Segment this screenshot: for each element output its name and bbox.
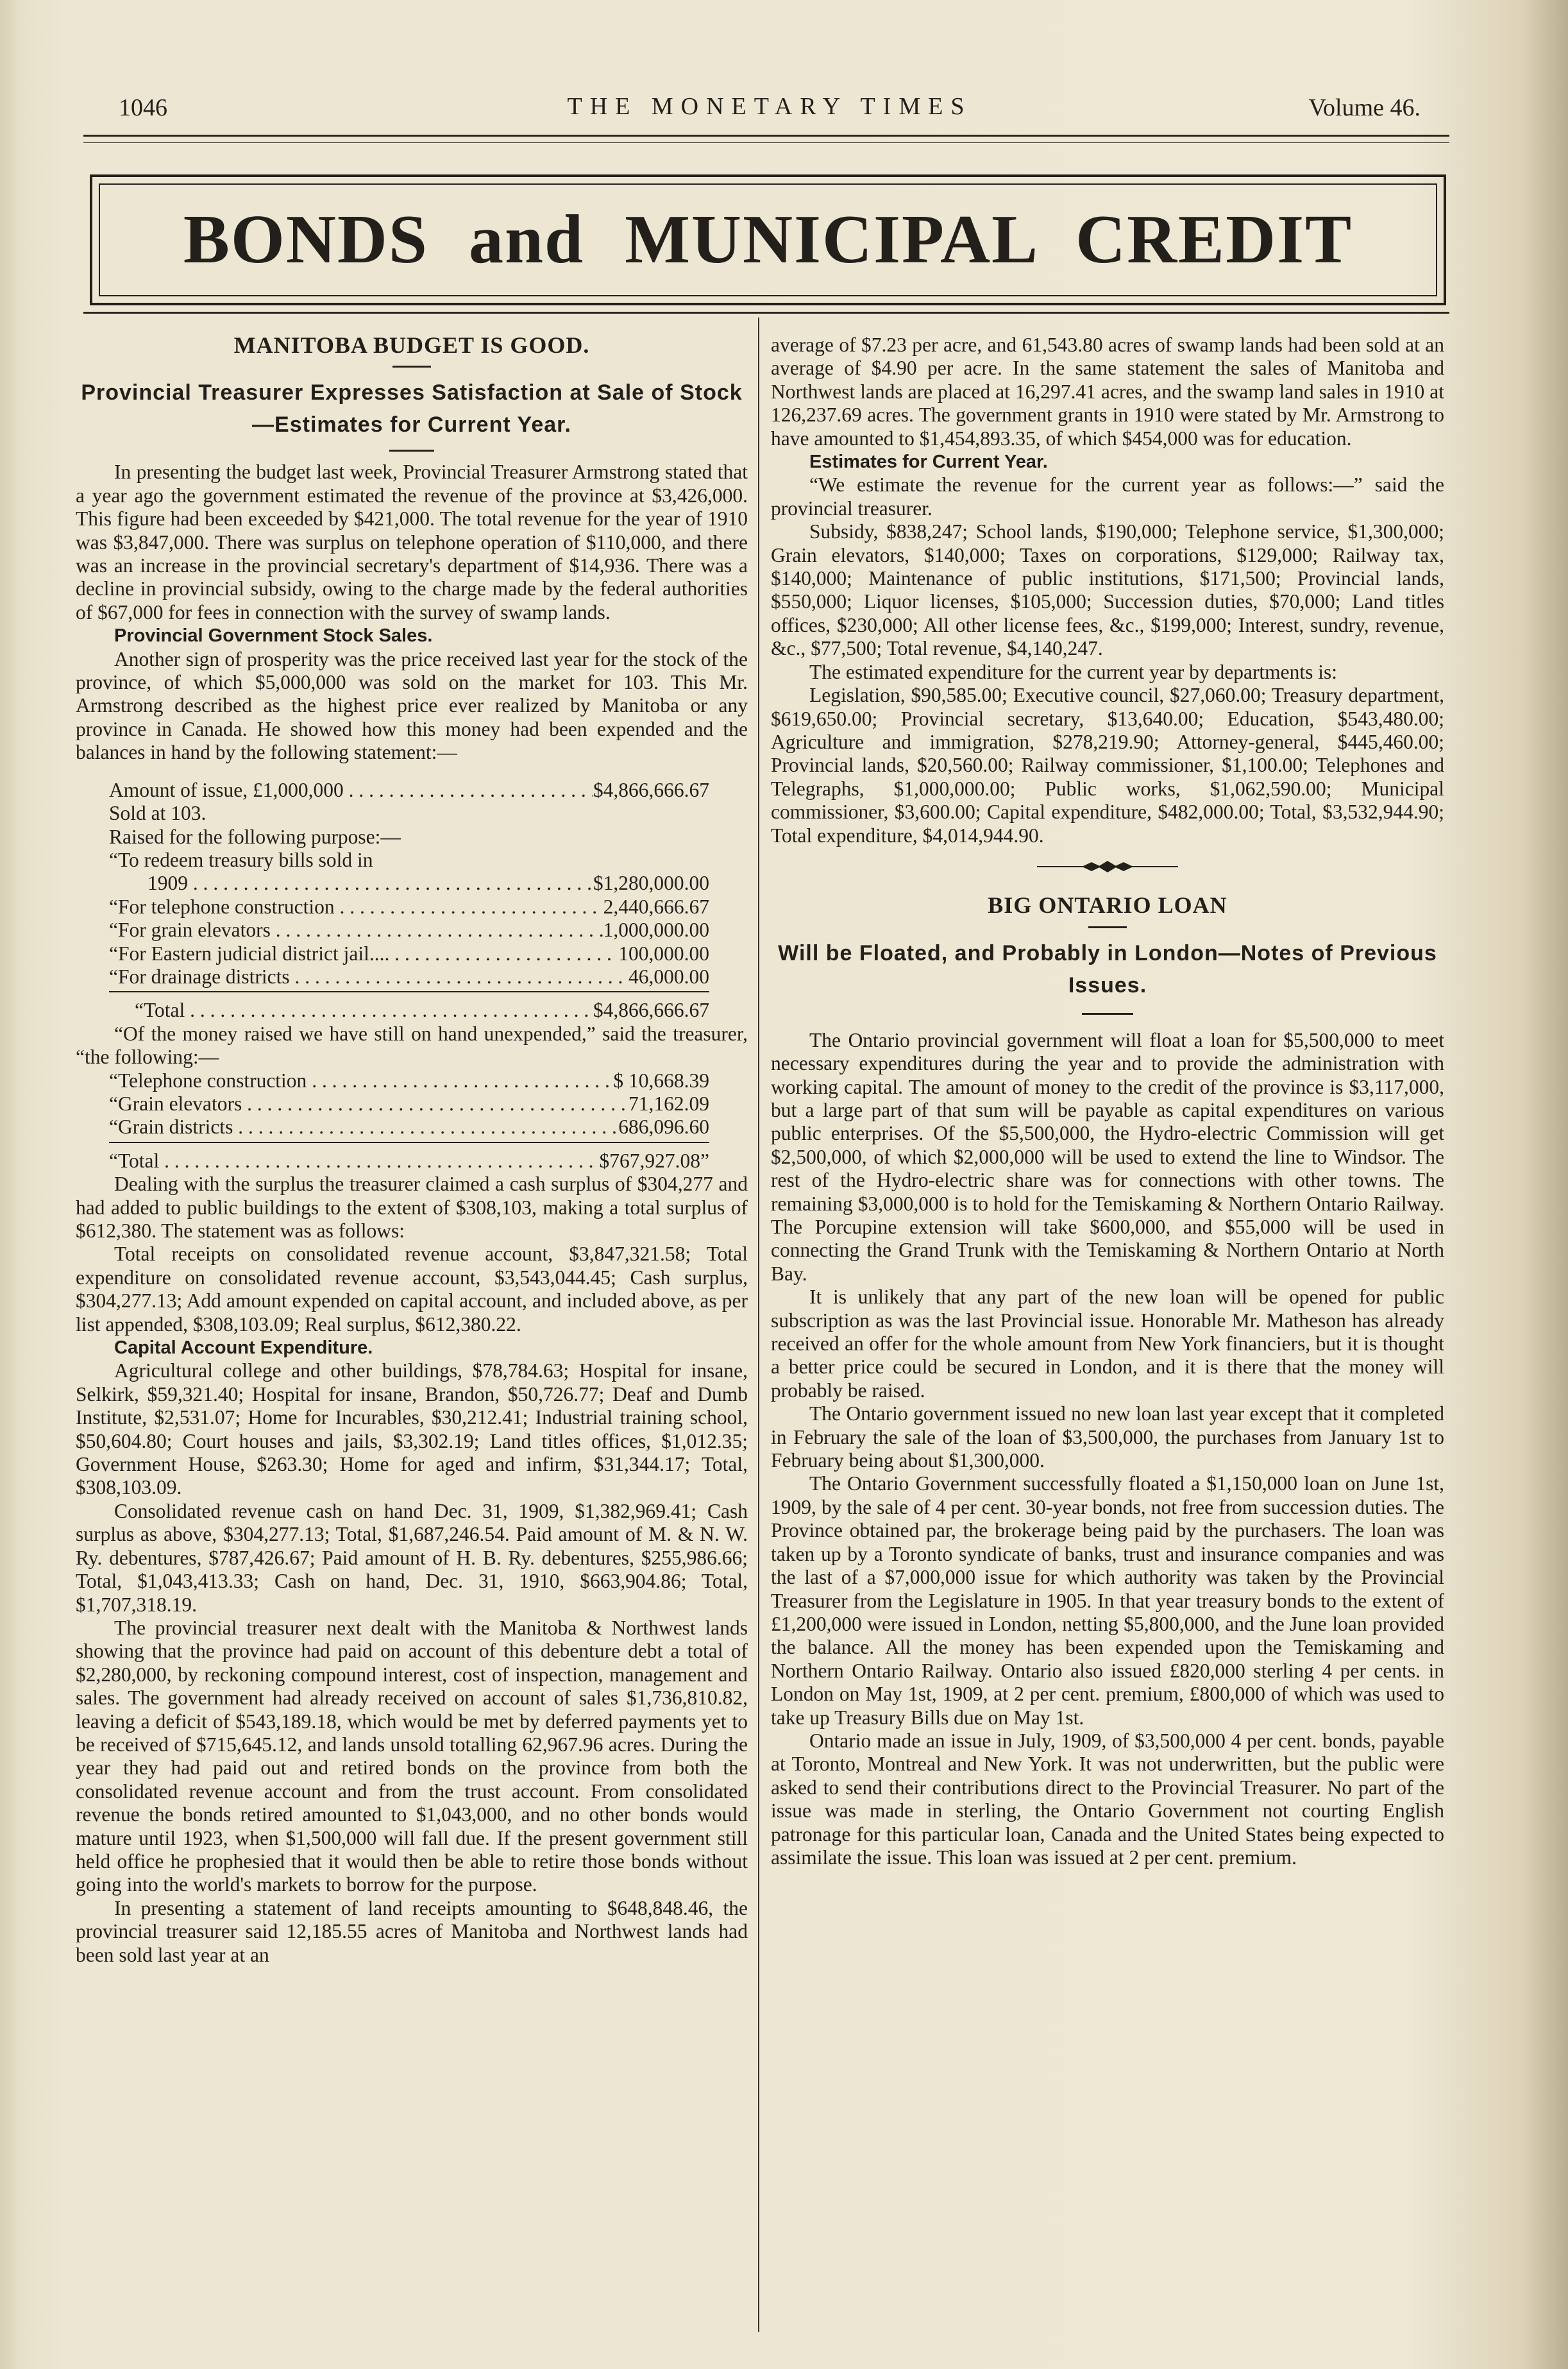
statement-amount: $4,866,666.67 [593, 999, 709, 1022]
subtitle-dash [1082, 1013, 1133, 1015]
statement-total-row [109, 999, 709, 1022]
paragraph: “We estimate the revenue for the current year as follows:—” said the provincial treasurer. [771, 473, 1444, 520]
statement-label: Amount of issue, £1,000,000 . . . [109, 779, 593, 802]
paragraph: It is unlikely that any part of the new loan will be opened for public subscription as was the last Provincial issue. Honorable Mr. Matheson has already received an offer for the whole amount from New York financiers, but it is thought a better price could be secured in London, and it is there that the money will probably be raised. [771, 1286, 1444, 1402]
statement-row [109, 965, 709, 989]
article-subtitle: Provincial Treasurer Expresses Satisfaction at Sale of Stock—Estimates for Current Year. [81, 380, 743, 437]
statement-row [109, 1069, 709, 1092]
statement-label: 1909 . . . [148, 872, 593, 895]
ornament-rule-icon [1037, 860, 1178, 874]
stock-sales-statement [109, 779, 709, 1023]
paragraph: Subsidy, $838,247; School lands, $190,000; Telephone service, $1,300,000; Grain elevators, $140,000; Taxes on corporations, $129,000; Railway tax, $140,000; Maintenance of public institutions, $171,500; Provincial lands, $550,000; Liquor licenses, $105,000; Succession duties, $70,000; Land titles offices, $230,000; All other license fees, &c., $199,000; Interest, sundry, revenue, &c., $77,500; Total revenue, $4,140,247. [771, 520, 1444, 660]
subheading: Provincial Government Stock Sales. [114, 625, 433, 647]
article-title: MANITOBA BUDGET IS GOOD. [233, 332, 590, 358]
statement-amount: 46,000.00 [628, 965, 709, 988]
statement-label: “Total . . . [109, 1150, 600, 1173]
paragraph: Another sign of prosperity was the price received last year for the stock of the province, of which $5,000,000 was sold on the market for 103. This Mr. Armstrong described as the highest price ever realized by Manitoba or any province in Canada. He showed how this money had been expended and the balances in hand by the following statement:— [76, 647, 748, 764]
paragraph: The Ontario government issued no new loan last year except that it completed in February the sale of the loan of $3,500,000, the purchases from January 1st to February being about $1,300,000. [771, 1402, 1444, 1472]
statement-row [109, 1092, 709, 1116]
statement-amount: $4,866,666.67 [593, 778, 709, 801]
subtitle-dash [389, 450, 434, 452]
statement-label: “For Eastern judicial district jail.... . . . [109, 942, 618, 965]
statement-row [109, 1116, 709, 1139]
banner-rule [83, 312, 1449, 314]
subheading: Estimates for Current Year. [809, 452, 1048, 473]
paragraph: Agricultural college and other buildings, $78,784.63; Hospital for insane, Selkirk, $59,321.40; Hospital for insane, Brandon, $50,726.77; Deaf and Dumb Institute, $2,531.07; Home for Incurables, $30,212.41; Industrial training school, $50,604.80; Court houses and jails, $3,302.19; Land titles offices, $1,012.35; Government House, $263.30; Home for aged and infirm, $31,344.17; Total, $308,103.09. [76, 1359, 748, 1499]
paragraph: “Of the money raised we have still on hand unexpended,” said the treasurer, “the following:— [76, 1022, 748, 1069]
paragraph: In presenting the budget last week, Provincial Treasurer Armstrong stated that a year ago the government estimated the revenue of the province at $3,426,000. This figure had been exceeded by $421,000. The total revenue for the year of 1910 was $3,847,000. There was surplus on telephone operation of $110,000, and there was an increase in the provincial secretary's department of $14,936. There was a decline in provincial subsidy, owing to the charge made by the federal authorities of $67,000 for fees in connection with the survey of swamp lands. [76, 461, 748, 624]
statement-amount: 1,000,000.00 [603, 919, 709, 942]
section-ornament [771, 856, 1444, 879]
statement-label: “For telephone construction . . . [109, 896, 603, 919]
statement-row [109, 896, 709, 919]
section-banner [90, 174, 1446, 305]
statement-total-row [109, 1150, 709, 1173]
paragraph: Dealing with the surplus the treasurer claimed a cash surplus of $304,277 and had added to public buildings to the extent of $308,103, making a total surplus of $612,380. The statement was as follows: [76, 1173, 748, 1242]
statement-amount: 71,162.09 [628, 1092, 709, 1115]
total-rule [109, 1142, 709, 1143]
paragraph: Legislation, $90,585.00; Executive council, $27,060.00; Treasury department, $619,650.00; Provincial secretary, $13,640.00; Education, $543,480.00; Agriculture and immigration, $278,219.90; Attorney-general, $445,460.00; Provincial lands, $20,560.00; Railway commissioner, $1,100.00; Telephones and Telegraphs, $1,000,000.00; Public works, $1,062,590.00; Municipal commissioner, $3,600.00; Capital expenditure, $482,000.00; Total, $3,532,944.90; Total expenditure, $4,014,944.90. [771, 684, 1444, 847]
header-rule-bottom [83, 142, 1449, 143]
article-title: BIG ONTARIO LOAN [988, 892, 1227, 919]
paragraph: The estimated expenditure for the current year by departments is: [809, 660, 1338, 683]
paragraph: Total receipts on consolidated revenue account, $3,847,321.58; Total expenditure on consolidated revenue account, $3,543,044.45; Cash surplus, $304,277.13; Add amount expended on capital account, and included above, as per list appended, $308,103.09; Real surplus, $612,380.22. [76, 1243, 748, 1336]
page-header [119, 90, 1420, 128]
total-rule [109, 991, 709, 992]
statement-text: Sold at 103. [109, 802, 207, 825]
unexpended-statement [109, 1069, 709, 1173]
volume-label: Volume 46. [1308, 94, 1420, 121]
statement-row [109, 872, 709, 895]
column-divider [758, 318, 759, 2332]
statement-amount: $ 10,668.39 [613, 1069, 709, 1092]
statement-label: “For drainage districts . . . [109, 965, 628, 989]
statement-label: “Total . . . [135, 999, 593, 1022]
masthead: THE MONETARY TIMES [567, 93, 972, 120]
subheading: Capital Account Expenditure. [114, 1337, 373, 1359]
paragraph: The Ontario provincial government will float a loan for $5,500,000 to meet necessary expenditures during the year and to provide the administration with working capital. The amount of money to the credit of the province is $3,117,000, but a large part of that sum will be payable as capital expenditures on various public enterprises. Of the $5,500,000, the Hydro-electric Commission will get $2,500,000, of which $2,000,000 will be used to extend the line to Windsor. The rest of the Hydro-electric share was for connections with other towns. The remaining $3,000,000 is to hold for the Temiskaming & Northern Ontario Railway. The Porcupine extension will take $600,000, and $55,000 will be used in connecting the Grand Trunk with the Temiskaming & Northern Ontario at North Bay. [771, 1028, 1444, 1285]
left-column [76, 334, 748, 1967]
title-dash [1088, 926, 1127, 928]
paragraph: In presenting a statement of land receipts amounting to $648,848.46, the provincial treasurer said 12,185.55 acres of Manitoba and Northwest lands had been sold last year at an [76, 1896, 748, 1966]
paragraph: The provincial treasurer next dealt with the Manitoba & Northwest lands showing that the province had paid on account of this debenture debt a total of $2,280,000, by reckoning compound interest, cost of inspection, management and sales. The government had already received on account of sales $1,736,810.82, leaving a deficit of $543,189.18, which would be met by deferred payments yet to be received of $715,645.12, and lands unsold totalling 62,967.96 acres. During the year they had paid out and retired bonds on the province from both the consolidated revenue account and from the trust account. From consolidated revenue the bonds retired amounted to $1,043,000, and no other bonds would mature until 1923, when $1,500,000 will fall due. If the present government still held office he prophesied that it would then be able to retire those bonds without going into the world's markets to borrow for the purpose. [76, 1616, 748, 1896]
right-column [771, 334, 1444, 1869]
statement-row [109, 942, 709, 965]
statement-amount: 686,096.60 [618, 1116, 709, 1139]
statement-label: “Grain districts . . . [109, 1116, 618, 1139]
statement-row [109, 919, 709, 942]
statement-label: “For grain elevators . . . [109, 919, 603, 942]
statement-label: “Grain elevators . . . [109, 1092, 628, 1116]
statement-text: Raised for the following purpose:— [109, 825, 401, 848]
statement-amount: 100,000.00 [618, 942, 709, 965]
statement-amount: $767,927.08” [599, 1149, 709, 1172]
statement-text: “To redeem treasury bills sold in [109, 848, 373, 871]
article-subtitle: Will be Floated, and Probably in London—Notes of Previous Issues. [778, 940, 1437, 998]
title-dash [392, 366, 431, 368]
paragraph: The Ontario Government successfully floated a $1,150,000 loan on June 1st, 1909, by the sale of 4 per cent. 30-year bonds, not free from succession duties. The Province obtained par, the brokerage being paid by the purchasers. The loan was taken up by a Toronto syndicate of banks, trust and insurance companies and was the last of a $7,000,000 issue for which authority was taken by the Provincial Treasurer from the Legislature in 1905. In that year treasury bonds to the extent of £1,200,000 were issued in London, netting $5,800,000, and the June loan provided the balance. All the money has been expended upon the Temiskaming and Northern Ontario Railway. Ontario also issued £820,000 sterling 4 per cents. in London on May 1st, 1909, at 2 per cent. premium, £800,000 of which was used to take up Treasury Bills due on May 1st. [771, 1472, 1444, 1729]
section-title: BONDS and MUNICIPAL CREDIT [183, 201, 1353, 278]
statement-label: “Telephone construction . . . [109, 1069, 613, 1092]
statement-amount: 2,440,666.67 [603, 895, 709, 918]
page-number: 1046 [119, 94, 167, 121]
page-edge-shadow [0, 0, 19, 2369]
paragraph: Ontario made an issue in July, 1909, of $3,500,000 4 per cent. bonds, payable at Toronto, Montreal and New York. It was not underwritten, but the public were asked to send their contributions direct to the Provincial Treasurer. No part of the issue was made in sterling, the Ontario Government not courting English patronage for this particular loan, Canada and the United States being expected to assimilate the issue. This loan was issued at 2 per cent. premium. [771, 1729, 1444, 1869]
paragraph: average of $7.23 per acre, and 61,543.80 acres of swamp lands had been sold at an average of $4.90 per acre. In the same statement the sales of Manitoba and Northwest lands are placed at 16,297.41 acres, and the swamp land sales in 1910 at 126,237.69 acres. The government grants in 1910 were stated by Mr. Armstrong to have amounted to $1,454,893.35, of which $454,000 was for education. [771, 334, 1444, 450]
banner-inner-frame [99, 183, 1437, 296]
statement-amount: $1,280,000.00 [593, 872, 709, 895]
paragraph: Consolidated revenue cash on hand Dec. 31, 1909, $1,382,969.41; Cash surplus as above, $304,277.13; Total, $1,687,246.54. Paid amount of M. & N. W. Ry. debentures, $787,426.67; Paid amount of H. B. Ry. debentures, $255,986.66; Total, $1,043,413.33; Cash on hand, Dec. 31, 1910, $663,904.86; Total, $1,707,318.19. [76, 1499, 748, 1616]
statement-row [109, 779, 709, 802]
header-rule-top [83, 135, 1449, 137]
